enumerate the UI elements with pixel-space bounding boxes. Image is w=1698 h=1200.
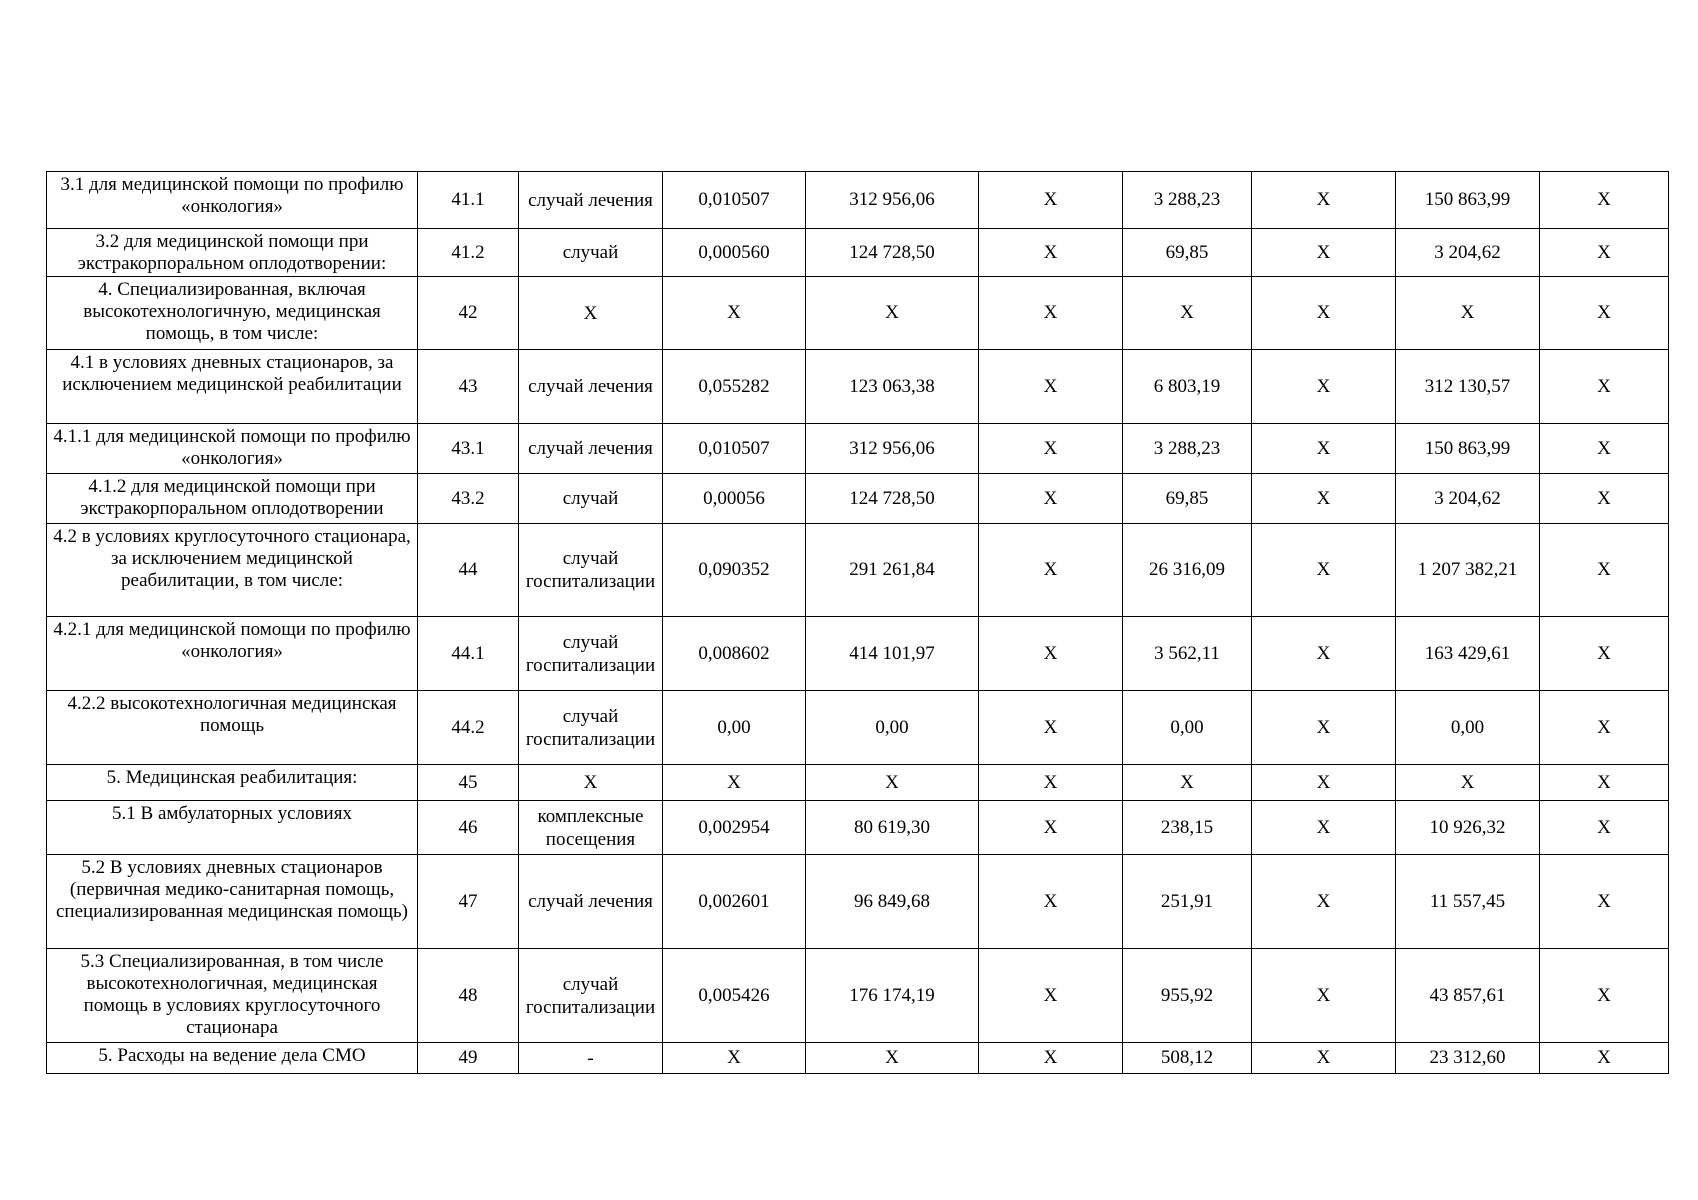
- row-name-cell: 4.1 в условиях дневных стационаров, за исключением медицинской реабилитации: [47, 350, 418, 424]
- row-col6-cell: X: [979, 855, 1123, 949]
- table-row: [47, 424, 1669, 474]
- row-col9-cell: 150 863,99: [1396, 424, 1540, 474]
- row-col4-cell: 0,00: [663, 691, 806, 765]
- row-col8-cell: X: [1252, 172, 1396, 229]
- row-name-cell: 4.1.2 для медицинской помощи при экстракорпоральном оплодотворении: [47, 474, 418, 524]
- row-col8-cell: X: [1252, 949, 1396, 1043]
- row-col9-cell: X: [1396, 277, 1540, 350]
- row-col10-cell: X: [1540, 949, 1669, 1043]
- table-row: [47, 474, 1669, 524]
- row-col6-cell: X: [979, 424, 1123, 474]
- row-col4-cell: 0,055282: [663, 350, 806, 424]
- row-code-cell: 47: [418, 855, 519, 949]
- row-col5-cell: X: [806, 765, 979, 801]
- row-col10-cell: X: [1540, 424, 1669, 474]
- row-col6-cell: X: [979, 229, 1123, 277]
- row-code-cell: 41.1: [418, 172, 519, 229]
- row-name-cell: 5.1 В амбулаторных условиях: [47, 801, 418, 855]
- row-col7-cell: 0,00: [1123, 691, 1252, 765]
- row-code-cell: 41.2: [418, 229, 519, 277]
- row-col10-cell: X: [1540, 474, 1669, 524]
- table-row: [47, 855, 1669, 949]
- row-col7-cell: 69,85: [1123, 474, 1252, 524]
- row-col4-cell: 0,005426: [663, 949, 806, 1043]
- row-col5-cell: X: [806, 277, 979, 350]
- row-code-cell: 44.1: [418, 617, 519, 691]
- row-col4-cell: 0,002954: [663, 801, 806, 855]
- row-name-cell: 4.2.1 для медицинской помощи по профилю «онкология»: [47, 617, 418, 691]
- row-col8-cell: X: [1252, 691, 1396, 765]
- row-col8-cell: X: [1252, 229, 1396, 277]
- table-row: [47, 617, 1669, 691]
- row-name-cell: 4.2 в условиях круглосуточного стационара, за исключением медицинской реабилитации, в том числе:: [47, 524, 418, 617]
- row-unit-cell: X: [519, 765, 663, 801]
- row-col9-cell: 163 429,61: [1396, 617, 1540, 691]
- row-col8-cell: X: [1252, 424, 1396, 474]
- row-col7-cell: 3 562,11: [1123, 617, 1252, 691]
- row-col8-cell: X: [1252, 765, 1396, 801]
- row-col6-cell: X: [979, 1043, 1123, 1074]
- row-col6-cell: X: [979, 350, 1123, 424]
- row-col10-cell: X: [1540, 350, 1669, 424]
- row-unit-cell: X: [519, 277, 663, 350]
- row-col9-cell: 1 207 382,21: [1396, 524, 1540, 617]
- row-col7-cell: 3 288,23: [1123, 424, 1252, 474]
- row-code-cell: 44: [418, 524, 519, 617]
- row-col7-cell: 6 803,19: [1123, 350, 1252, 424]
- row-col7-cell: 26 316,09: [1123, 524, 1252, 617]
- row-code-cell: 49: [418, 1043, 519, 1074]
- data-table: [46, 171, 1669, 1074]
- table-row: [47, 801, 1669, 855]
- row-col6-cell: X: [979, 949, 1123, 1043]
- row-col4-cell: 0,00056: [663, 474, 806, 524]
- row-col4-cell: 0,008602: [663, 617, 806, 691]
- row-col5-cell: 0,00: [806, 691, 979, 765]
- row-col7-cell: X: [1123, 277, 1252, 350]
- row-col8-cell: X: [1252, 524, 1396, 617]
- row-unit-cell: случай лечения: [519, 424, 663, 474]
- row-unit-cell: случай: [519, 229, 663, 277]
- row-col8-cell: X: [1252, 474, 1396, 524]
- row-col9-cell: 3 204,62: [1396, 229, 1540, 277]
- row-unit-cell: случай госпитализации: [519, 949, 663, 1043]
- table-row: [47, 949, 1669, 1043]
- row-col7-cell: X: [1123, 765, 1252, 801]
- row-col4-cell: X: [663, 277, 806, 350]
- row-unit-cell: комплексные посещения: [519, 801, 663, 855]
- row-name-cell: 4.1.1 для медицинской помощи по профилю «онкология»: [47, 424, 418, 474]
- row-code-cell: 48: [418, 949, 519, 1043]
- row-col6-cell: X: [979, 172, 1123, 229]
- row-code-cell: 43: [418, 350, 519, 424]
- row-unit-cell: случай: [519, 474, 663, 524]
- row-col10-cell: X: [1540, 617, 1669, 691]
- row-col9-cell: 3 204,62: [1396, 474, 1540, 524]
- row-col5-cell: 414 101,97: [806, 617, 979, 691]
- row-name-cell: 5.2 В условиях дневных стационаров (первичная медико-санитарная помощь, специализированная медицинская помощь): [47, 855, 418, 949]
- row-col4-cell: 0,090352: [663, 524, 806, 617]
- row-col8-cell: X: [1252, 277, 1396, 350]
- row-name-cell: 4.2.2 высокотехнологичная медицинская помощь: [47, 691, 418, 765]
- row-col6-cell: X: [979, 801, 1123, 855]
- row-name-cell: 5.3 Специализированная, в том числе высокотехнологичная, медицинская помощь в условиях круглосуточного стационара: [47, 949, 418, 1043]
- row-col5-cell: 291 261,84: [806, 524, 979, 617]
- row-name-cell: 3.2 для медицинской помощи при экстракорпоральном оплодотворении:: [47, 229, 418, 277]
- row-col9-cell: 0,00: [1396, 691, 1540, 765]
- row-col9-cell: 43 857,61: [1396, 949, 1540, 1043]
- row-code-cell: 43.2: [418, 474, 519, 524]
- row-col5-cell: 312 956,06: [806, 172, 979, 229]
- row-col5-cell: 124 728,50: [806, 474, 979, 524]
- row-col8-cell: X: [1252, 855, 1396, 949]
- row-col6-cell: X: [979, 524, 1123, 617]
- table-row: [47, 229, 1669, 277]
- row-col7-cell: 251,91: [1123, 855, 1252, 949]
- row-col10-cell: X: [1540, 524, 1669, 617]
- table-row: [47, 350, 1669, 424]
- row-col9-cell: X: [1396, 765, 1540, 801]
- row-col7-cell: 3 288,23: [1123, 172, 1252, 229]
- row-col8-cell: X: [1252, 617, 1396, 691]
- row-col5-cell: 123 063,38: [806, 350, 979, 424]
- row-col6-cell: X: [979, 277, 1123, 350]
- row-col4-cell: 0,002601: [663, 855, 806, 949]
- table-row: [47, 765, 1669, 801]
- row-col8-cell: X: [1252, 1043, 1396, 1074]
- row-col5-cell: 124 728,50: [806, 229, 979, 277]
- table-row: [47, 524, 1669, 617]
- row-col4-cell: X: [663, 765, 806, 801]
- row-code-cell: 44.2: [418, 691, 519, 765]
- row-col8-cell: X: [1252, 350, 1396, 424]
- row-name-cell: 5. Медицинская реабилитация:: [47, 765, 418, 801]
- row-code-cell: 45: [418, 765, 519, 801]
- row-name-cell: 4. Специализированная, включая высокотехнологичную, медицинская помощь, в том числе:: [47, 277, 418, 350]
- row-name-cell: 3.1 для медицинской помощи по профилю «онкология»: [47, 172, 418, 229]
- row-col10-cell: X: [1540, 229, 1669, 277]
- row-unit-cell: -: [519, 1043, 663, 1074]
- row-col9-cell: 10 926,32: [1396, 801, 1540, 855]
- row-col7-cell: 238,15: [1123, 801, 1252, 855]
- table-row: [47, 691, 1669, 765]
- row-col5-cell: 96 849,68: [806, 855, 979, 949]
- row-col10-cell: X: [1540, 765, 1669, 801]
- row-unit-cell: случай госпитализации: [519, 617, 663, 691]
- row-col5-cell: 176 174,19: [806, 949, 979, 1043]
- table-body: [47, 172, 1669, 1074]
- row-col10-cell: X: [1540, 1043, 1669, 1074]
- row-col10-cell: X: [1540, 691, 1669, 765]
- row-code-cell: 46: [418, 801, 519, 855]
- row-col9-cell: 150 863,99: [1396, 172, 1540, 229]
- row-unit-cell: случай лечения: [519, 350, 663, 424]
- row-col9-cell: 23 312,60: [1396, 1043, 1540, 1074]
- row-col5-cell: 312 956,06: [806, 424, 979, 474]
- row-col4-cell: X: [663, 1043, 806, 1074]
- table-row: [47, 172, 1669, 229]
- row-unit-cell: случай лечения: [519, 172, 663, 229]
- row-code-cell: 43.1: [418, 424, 519, 474]
- row-col5-cell: X: [806, 1043, 979, 1074]
- row-col7-cell: 69,85: [1123, 229, 1252, 277]
- row-col5-cell: 80 619,30: [806, 801, 979, 855]
- row-col9-cell: 312 130,57: [1396, 350, 1540, 424]
- row-col6-cell: X: [979, 765, 1123, 801]
- row-code-cell: 42: [418, 277, 519, 350]
- row-col7-cell: 955,92: [1123, 949, 1252, 1043]
- table-row: [47, 1043, 1669, 1074]
- row-col10-cell: X: [1540, 277, 1669, 350]
- row-col6-cell: X: [979, 617, 1123, 691]
- row-unit-cell: случай госпитализации: [519, 691, 663, 765]
- row-col9-cell: 11 557,45: [1396, 855, 1540, 949]
- table-row: [47, 277, 1669, 350]
- row-unit-cell: случай госпитализации: [519, 524, 663, 617]
- row-col6-cell: X: [979, 691, 1123, 765]
- row-col4-cell: 0,010507: [663, 172, 806, 229]
- row-col4-cell: 0,000560: [663, 229, 806, 277]
- row-col7-cell: 508,12: [1123, 1043, 1252, 1074]
- row-col4-cell: 0,010507: [663, 424, 806, 474]
- row-col8-cell: X: [1252, 801, 1396, 855]
- row-name-cell: 5. Расходы на ведение дела СМО: [47, 1043, 418, 1074]
- row-col6-cell: X: [979, 474, 1123, 524]
- row-unit-cell: случай лечения: [519, 855, 663, 949]
- row-col10-cell: X: [1540, 855, 1669, 949]
- row-col10-cell: X: [1540, 801, 1669, 855]
- row-col10-cell: X: [1540, 172, 1669, 229]
